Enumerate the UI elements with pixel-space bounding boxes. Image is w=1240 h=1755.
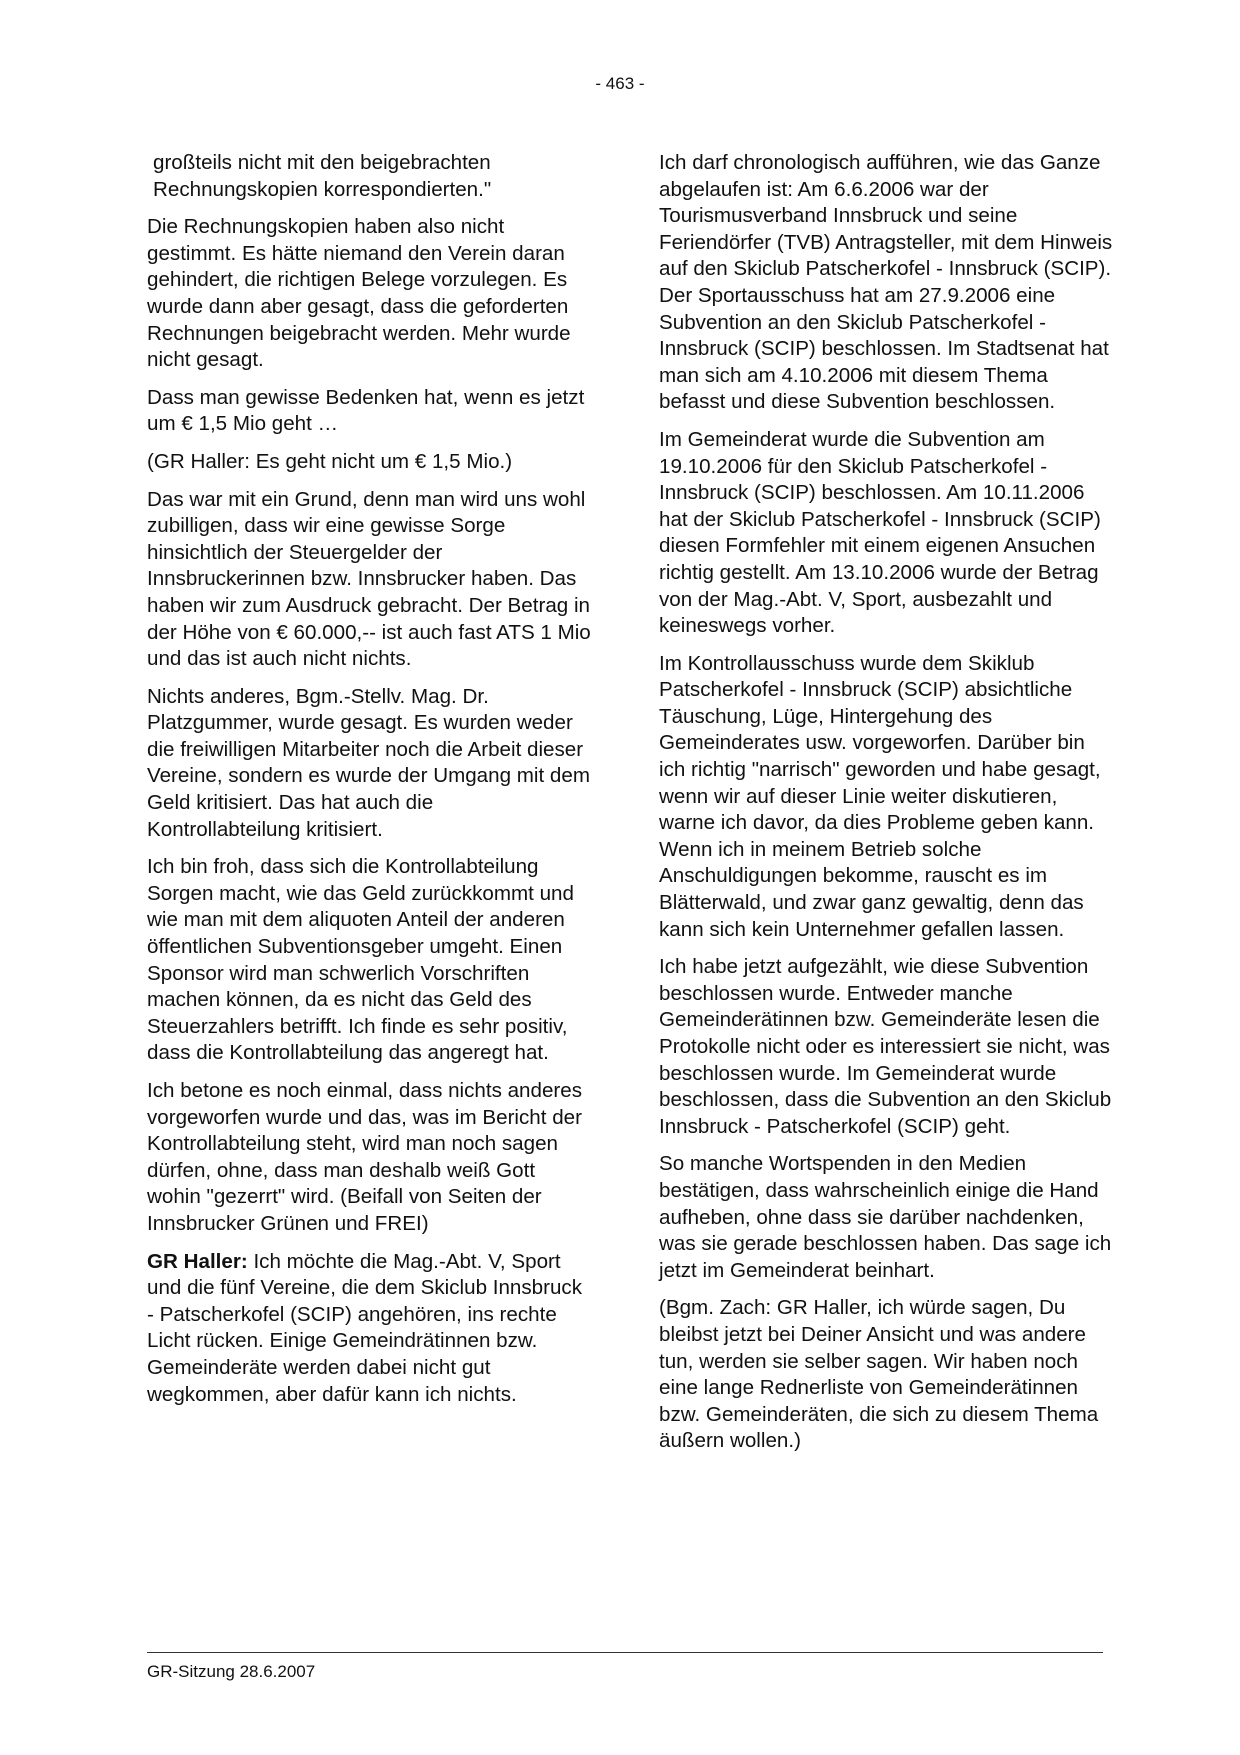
left-column xyxy=(147,150,592,1419)
paragraph: Im Gemeinderat wurde die Subvention am 19.10.2006 für den Skiclub Patscherkofel - Innsbruck (SCIP) beschlossen. Am 10.11.2006 hat der Skiclub Patscherkofel - Innsbruck (SCIP) diesen Formfehler mit einem eigenen Ansuchen richtig gestellt. Am 13.10.2006 wurde der Betrag von der Mag.-Abt. V, Sport, ausbezahlt und keineswegs vorher. xyxy=(659,427,1101,638)
paragraph: Im Kontrollausschuss wurde dem Skiklub Patscherkofel - Innsbruck (SCIP) absichtliche Täuschung, Lüge, Hintergehung des Gemeinderates usw. vorgeworfen. Darüber bin ich richtig "narrisch" geworden und habe gesagt, wenn wir auf dieser Linie weiter diskutieren, warne ich davor, da dies Probleme geben kann. Wenn ich in meinem Betrieb solche Anschuldigungen bekomme, rauscht es im Blätterwald, und zwar ganz gewaltig, denn das kann sich kein Unternehmer gefallen lassen. xyxy=(659,651,1101,941)
paragraph: Ich habe jetzt aufgezählt, wie diese Subvention beschlossen wurde. Entweder manche Gemeinderätinnen bzw. Gemeinderäte lesen die Protokolle nicht oder es interessiert sie nicht, was beschlossen wurde. Im Gemeinderat wurde beschlossen, dass die Subvention an den Skiclub Innsbruck - Patscherkofel (SCIP) geht. xyxy=(659,955,1112,1138)
speaker-name: GR Haller: xyxy=(147,1249,248,1273)
paragraph: GR Haller: Ich möchte die Mag.-Abt. V, Sport und die fünf Vereine, die dem Skiclub Innsbruck - Patscherkofel (SCIP) angehören, ins rechte Licht rücken. Einige Gemeindrätinnen bzw. Gemeinderäte werden dabei nicht gut wegkommen, aber dafür kann ich nichts. xyxy=(147,1249,583,1406)
paragraph: Das war mit ein Grund, denn man wird uns wohl zubilligen, dass wir eine gewisse Sorge hinsichtlich der Steuergelder der Innsbruckerinnen bzw. Innsbrucker haben. Das haben wir zum Ausdruck gebracht. Der Betrag in der Höhe von € 60.000,-- ist auch fast ATS 1 Mio und das ist auch nicht nichts. xyxy=(147,487,591,671)
page-number: - 463 - xyxy=(595,74,645,93)
paragraph: So manche Wortspenden in den Medien bestätigen, dass wahrscheinlich einige die Hand aufheben, ohne dass sie darüber nachdenken, was sie gerade beschlossen haben. Das sage ich jetzt im Gemeinderat beinhart. xyxy=(659,1152,1112,1282)
paragraph: Ich bin froh, dass sich die Kontrollabteilung Sorgen macht, wie das Geld zurückkommt und wie man mit dem aliquoten Anteil der anderen öffentlichen Subventionsgeber umgeht. Einen Sponsor wird man schwerlich Vorschriften machen können, da es nicht das Geld des Steuerzahlers betrifft. Ich finde es sehr positiv, dass die Kontrollabteilung das angeregt hat. xyxy=(147,855,574,1065)
footer-divider xyxy=(147,1652,1103,1653)
paragraph: Die Rechnungskopien haben also nicht gestimmt. Es hätte niemand den Verein daran gehindert, die richtigen Belege vorzulegen. Es wurde dann aber gesagt, dass die geforderten Rechnungen beigebracht werden. Mehr wurde nicht gesagt. xyxy=(147,215,571,372)
paragraph: (GR Haller: Es geht nicht um € 1,5 Mio.) xyxy=(147,449,513,473)
paragraph: Ich betone es noch einmal, dass nichts anderes vorgeworfen wurde und das, was im Bericht der Kontrollabteilung steht, wird man noch sagen dürfen, ohne, dass man deshalb weiß Gott wohin "gezerrt" wird. (Beifall von Seiten der Innsbrucker Grünen und FREI) xyxy=(147,1079,583,1235)
paragraph: Dass man gewisse Bedenken hat, wenn es jetzt um € 1,5 Mio geht … xyxy=(147,385,585,436)
paragraph: Ich darf chronologisch aufführen, wie das Ganze abgelaufen ist: Am 6.6.2006 war der Tourismusverband Innsbruck und seine Feriendörfer (TVB) Antragsteller, mit dem Hinweis auf den Skiclub Patscherkofel - Innsbruck (SCIP). Der Sportausschuss hat am 27.9.2006 eine Subvention an den Skiclub Patscherkofel - Innsbruck (SCIP) beschlossen. Im Stadtsenat hat man sich am 4.10.2006 mit diesem Thema befasst und diese Subvention beschlossen. xyxy=(659,151,1113,414)
right-column xyxy=(659,150,1114,1466)
paragraph: (Bgm. Zach: GR Haller, ich würde sagen, Du bleibst jetzt bei Deiner Ansicht und was andere tun, werden sie selber sagen. Wir haben noch eine lange Rednerliste von Gemeinderätinnen bzw. Gemeinderäten, die sich zu diesem Thema äußern wollen.) xyxy=(659,1296,1099,1453)
footer-text: GR-Sitzung 28.6.2007 xyxy=(147,1662,316,1681)
paragraph: großteils nicht mit den beigebrachten Rechnungskopien korrespondierten." xyxy=(153,151,492,201)
paragraph: Nichts anderes, Bgm.-Stellv. Mag. Dr. Platzgummer, wurde gesagt. Es wurden weder die freiwilligen Mitarbeiter noch die Arbeit dieser Vereine, sondern es wurde der Umgang mit dem Geld kritisiert. Das hat auch die Kontrollabteilung kritisiert. xyxy=(147,684,590,841)
